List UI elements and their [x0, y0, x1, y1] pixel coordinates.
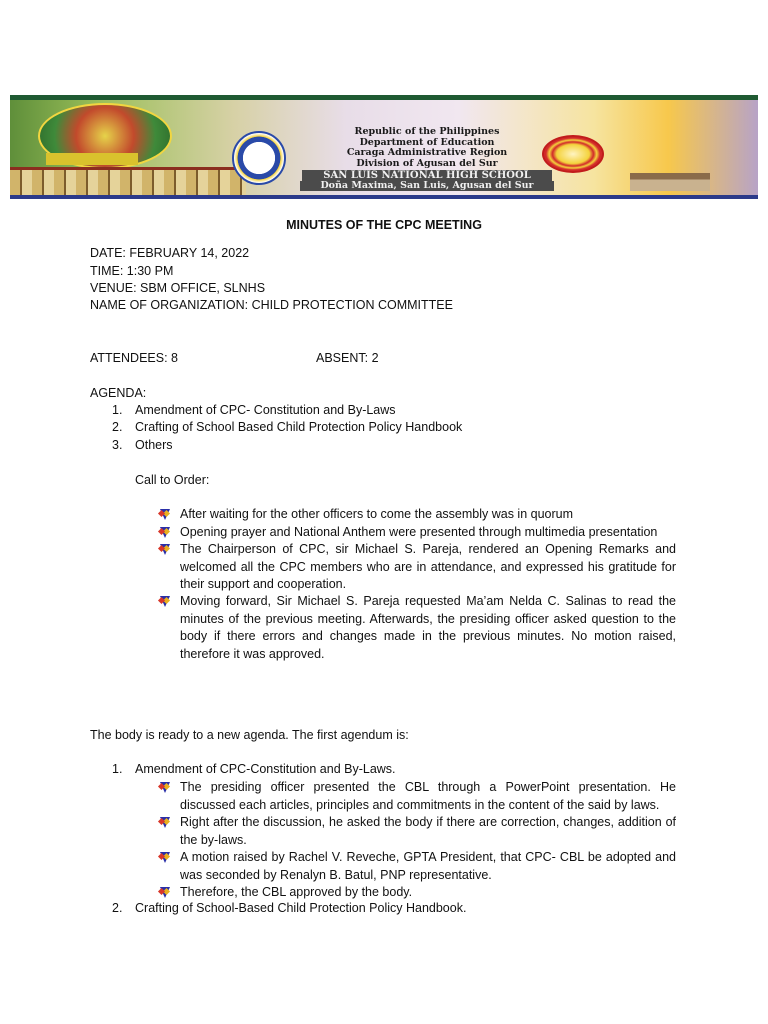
agendum-number: 1. — [112, 762, 123, 776]
list-item-text: Opening prayer and National Anthem were presented through multimedia presentation — [180, 525, 658, 539]
list-item — [158, 524, 676, 542]
list-item-text: After waiting for the other officers to come the assembly was in quorum — [180, 507, 574, 521]
absent-count: ABSENT: 2 — [316, 351, 379, 365]
list-item — [158, 779, 676, 814]
call-to-order-heading: Call to Order: — [135, 473, 210, 487]
deped-seal-icon — [232, 131, 286, 185]
letterhead-banner — [10, 95, 758, 199]
list-item — [158, 814, 676, 849]
list-item — [158, 593, 676, 663]
list-item-text: Moving forward, Sir Michael S. Pareja requested Ma’am Nelda C. Salinas to read the minutes of the previous meeting. Afterwards, the presiding officer asked question to the body if there errors and changes made in the previous minutes. No motion raised, therefore it was approved. — [180, 594, 676, 661]
agendum-title: Crafting of School-Based Child Protection Policy Handbook. — [135, 901, 467, 915]
letterhead-line: Department of Education — [359, 136, 495, 148]
agenda-item: Crafting of School Based Child Protection Policy Handbook — [135, 420, 463, 434]
arrow-bullet-icon — [158, 887, 170, 899]
list-item-text: Therefore, the CBL approved by the body. — [180, 885, 413, 899]
school-name: SAN LUIS NATIONAL HIGH SCHOOL — [302, 170, 552, 181]
arrow-bullet-icon — [158, 817, 170, 829]
agenda-item-number: 2. — [112, 420, 123, 434]
agendum-title: Amendment of CPC-Constitution and By-Laws. — [135, 762, 396, 776]
agenda-item-number: 3. — [112, 438, 123, 452]
agenda-item-number: 1. — [112, 403, 123, 417]
list-item — [158, 506, 676, 524]
document-title: MINUTES OF THE CPC MEETING — [286, 218, 482, 232]
letterhead-line: Republic of the Philippines — [354, 126, 500, 137]
arrow-bullet-icon — [158, 527, 170, 539]
arrow-bullet-icon — [158, 596, 170, 608]
meeting-venue: VENUE: SBM OFFICE, SLNHS — [90, 281, 266, 295]
meeting-time: TIME: 1:30 PM — [90, 264, 174, 278]
attendees-count: ATTENDEES: 8 — [90, 351, 178, 365]
list-item-text: The Chairperson of CPC, sir Michael S. Pareja, rendered an Opening Remarks and welcomed all the CPC members who are in attendance, and expressed his gratitude for their support and cooperation. — [180, 542, 676, 591]
list-item-text: Right after the discussion, he asked the body if there are correction, changes, addition of the by-laws. — [180, 815, 676, 847]
agenda-item: Amendment of CPC- Constitution and By-Laws — [135, 403, 396, 417]
organization-name: NAME OF ORGANIZATION: CHILD PROTECTION COMMITTEE — [90, 298, 453, 312]
letterhead-line: Caraga Administrative Region — [346, 147, 508, 158]
arrow-bullet-icon — [158, 544, 170, 556]
letterhead-line: Division of Agusan del Sur — [356, 157, 498, 169]
letterhead-text — [292, 127, 562, 191]
slnhs-seal-icon — [542, 135, 604, 173]
agenda-item: Others — [135, 438, 173, 452]
new-agenda-intro: The body is ready to a new agenda. The first agendum is: — [90, 728, 409, 742]
houses-image — [630, 173, 710, 191]
agendum-number: 2. — [112, 901, 123, 915]
school-building-image — [10, 167, 246, 196]
banner-top-stripe — [10, 95, 758, 100]
list-item — [158, 884, 676, 902]
arrow-bullet-icon — [158, 782, 170, 794]
list-item-text: The presiding officer presented the CBL through a PowerPoint presentation. He discussed each articles, principles and commitments in the content of the said by laws. — [180, 780, 676, 812]
list-item — [158, 849, 676, 884]
arrow-bullet-icon — [158, 852, 170, 864]
banner-bottom-stripe — [10, 195, 758, 199]
school-address: Doña Maxima, San Luis, Agusan del Sur — [300, 181, 554, 191]
school-motto — [46, 153, 138, 165]
meeting-date: DATE: FEBRUARY 14, 2022 — [90, 246, 250, 260]
agenda-heading: AGENDA: — [90, 386, 147, 400]
arrow-bullet-icon — [158, 509, 170, 521]
list-item — [158, 541, 676, 594]
list-item-text: A motion raised by Rachel V. Reveche, GPTA President, that CPC- CBL be adopted and was seconded by Renalyn B. Batul, PNP representative. — [180, 850, 676, 882]
